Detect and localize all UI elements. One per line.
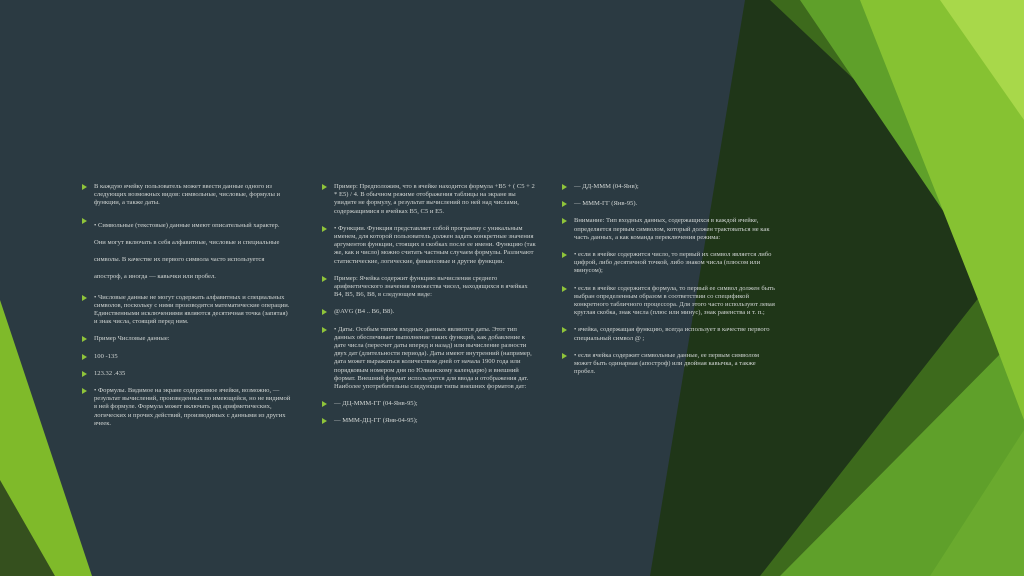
bullet-arrow-icon (82, 388, 87, 394)
list-item (82, 353, 292, 361)
bullet-arrow-icon (322, 309, 327, 315)
bullet-arrow-icon (82, 336, 87, 342)
paragraph: — МММ-ДЦ-ГГ (Янв-04-95); (334, 417, 418, 425)
list-item (562, 200, 777, 208)
paragraph: • Формулы. Видимое на экране содержимое ячейки, возможно, — результат вычислений, произведенных по имеющейся, но не видимой в ней формуле. Формула может включать ряд арифметических, логических и прочих действий, производимых с данными из других ячеек. (94, 387, 291, 427)
paragraph: Внимание: Тип входных данных, содержащихся в каждой ячейке, определяется первым символом, который должен трактоваться не как часть данных, а как команда переключения режима: (574, 217, 770, 241)
paragraph: • если ячейка содержит символьные данные, ее первым символом может быть одинарная (апостроф) или двойная кавычка, а также пробел. (574, 351, 760, 376)
paragraph: • если в ячейке содержится формула, то первый ее символ должен быть выбран определенным образом в соответствии со спецификой конкретного табличного процессора. Для этого часто используют левая круглая скобка, знак числа (плюс или минус), знак равенства и т. п.; (574, 284, 776, 317)
paragraph: — МММ-ГГ (Янв-95). (574, 200, 638, 208)
bullet-arrow-icon (562, 286, 567, 292)
bullet-arrow-icon (82, 371, 87, 377)
list-item (322, 183, 537, 216)
list-item (322, 417, 537, 425)
paragraph: • Функции. Функция представляет собой программу с уникальным именем, для которой пользователь должен задать конкретные значения аргументов функции, стоящих в скобках после ее имени. Функцию (так же, как и число) можно считать частным случаем формулы. Различают статистические, логические, финансовые и другие функции. (334, 224, 536, 265)
list-item (322, 400, 537, 408)
paragraph: 100 -135 (94, 352, 118, 360)
bullet-arrow-icon (322, 418, 327, 424)
bullet-arrow-icon (562, 327, 567, 333)
bullet-arrow-icon (82, 295, 87, 301)
list-item (322, 275, 537, 300)
paragraph: — ДЦ-МММ-ГГ (04-Янв-95); (334, 400, 418, 408)
paragraph: • если в ячейке содержится число, то первый их символ является либо цифрой, либо десятичной точкой, либо знаком числа (плюсом или минусом); (574, 251, 772, 275)
list-item (322, 225, 537, 266)
paragraph: В каждую ячейку пользователь может ввести данные одного из следующих возможных видов: символьные, числовые, формулы и функции, а также даты. (94, 183, 281, 207)
list-item (562, 183, 777, 191)
bullet-arrow-icon (562, 252, 567, 258)
text-column-3 (562, 183, 777, 385)
paragraph: • ячейка, содержащая функцию, всегда использует в качестве первого специальный символ @ ; (574, 326, 770, 342)
bullet-arrow-icon (82, 218, 87, 224)
list-item (562, 285, 777, 318)
paragraph: • Символьные (текстовые) данные имеют описательный характер. Они могут включать в себя алфавитные, числовые и специальные символы. В качестве их первого символа часто используется апостроф, а иногда — кавычки или пробел. (94, 221, 280, 280)
list-item (322, 326, 537, 392)
text-column-1 (82, 183, 292, 437)
paragraph: • Числовые данные не могут содержать алфавитных и специальных символов, поскольку с ними производятся математические операции. Единственными исключениями являются десятичная точка (запятая) и знак числа, стоящий перед ним. (94, 293, 290, 326)
text-column-2 (322, 183, 537, 435)
list-item (82, 183, 292, 208)
bullet-arrow-icon (82, 354, 87, 360)
list-item (82, 370, 292, 378)
bullet-arrow-icon (562, 218, 567, 224)
bullet-arrow-icon (562, 184, 567, 190)
bullet-arrow-icon (322, 401, 327, 407)
list-item (82, 217, 292, 285)
list-item (562, 326, 777, 342)
list-item (562, 251, 777, 276)
bullet-arrow-icon (82, 184, 87, 190)
paragraph: — ДД-МММ (04-Янв); (574, 183, 639, 190)
paragraph: 123.32 .435 (94, 369, 126, 377)
bullet-arrow-icon (322, 327, 327, 333)
bullet-arrow-icon (322, 276, 327, 282)
bullet-arrow-icon (322, 226, 327, 232)
list-item (82, 387, 292, 428)
paragraph: @AVG (B4 .. B6, B8). (334, 308, 395, 316)
list-item (562, 352, 777, 377)
list-item (82, 294, 292, 327)
list-item (322, 308, 537, 316)
paragraph: Пример: Ячейка содержит функцию вычисления среднего арифметического значения множества чисел, находящихся в ячейках B4, B5, B6, B8, в следующем виде: (334, 274, 528, 299)
list-item (82, 335, 292, 343)
paragraph: • Даты. Особым типом входных данных являются даты. Этот тип данных обеспечивает выполнение таких функций, как добавление к дате числа (пересчет даты вперед и назад) или вычисление разности двух дат (длительности периода). Даты имеют внутренний (например, дата может выражаться количеством дней от начала 1900 года или порядковым номером дня по Юлианскому календарю) и внешний формат. Внешний формат используется для ввода и отображения дат. Наиболее употребительны следующие типы внешних форматов дат: (334, 325, 532, 391)
paragraph: Пример Числовые данные: (94, 335, 170, 343)
bullet-arrow-icon (562, 201, 567, 207)
bullet-arrow-icon (322, 184, 327, 190)
list-item (562, 217, 777, 242)
bullet-arrow-icon (562, 353, 567, 359)
paragraph: Пример: Предположим, что в ячейке находится формула +B5 + ( C5 + 2 * E5) / 4. В обычном режиме отображения таблицы на экране вы увидите не формулу, а результат вычислений по ней над числами, содержащимися в ячейках B5, C5 и E5. (334, 183, 535, 215)
